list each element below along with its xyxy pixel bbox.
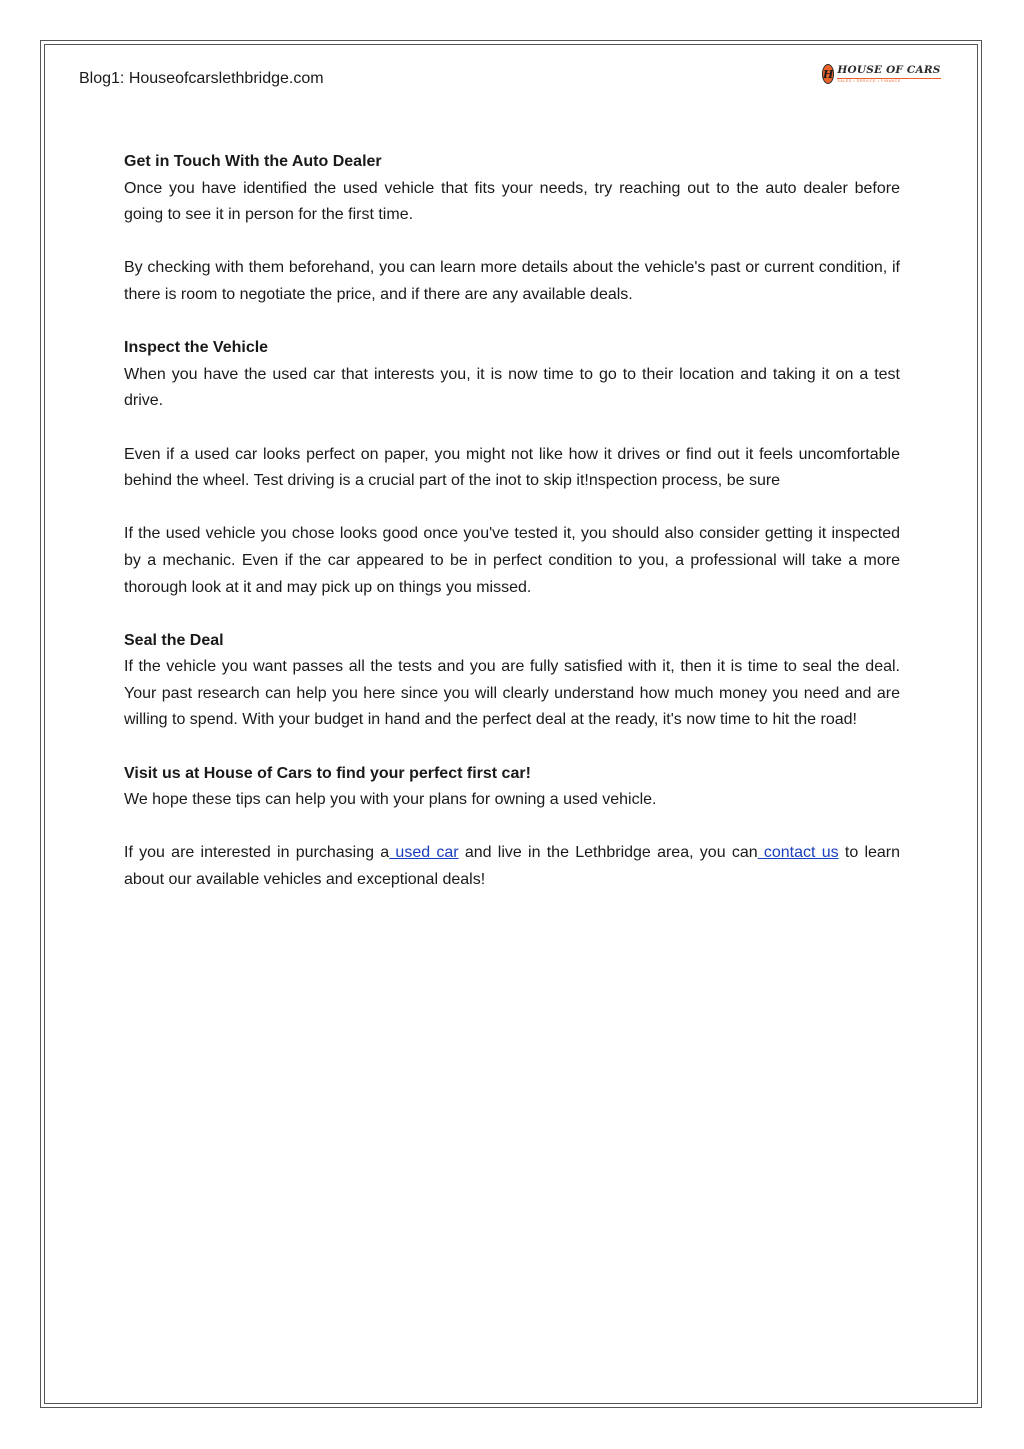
visit-text-part2: and live in the Lethbridge area, you can	[458, 844, 758, 862]
paragraph-visit-1: We hope these tips can help you with your plans for owning a used vehicle.	[124, 791, 657, 809]
section-heading-visit-us: Visit us at House of Cars to find your perfect first car!	[124, 764, 531, 782]
logo-name: HOUSE OF CARS	[837, 64, 941, 76]
article-body	[124, 149, 900, 920]
section-heading-get-in-touch: Get in Touch With the Auto Dealer	[124, 153, 382, 170]
logo-tagline: SALES • SERVICE • FINANCE	[837, 78, 940, 84]
paragraph-touch-2: By checking with them beforehand, you can learn more details about the vehicle's past or current condition, if there is room to negotiate the price, and if there are any available deals.	[124, 259, 900, 303]
visit-text-part3: to learn about our available vehicles and exceptional deals!	[124, 844, 901, 889]
contact-us-link[interactable]: contact us	[757, 844, 839, 862]
section-seal-heading-wrap	[124, 628, 900, 655]
header-title: Blog1: Houseofcarslethbridge.com	[79, 70, 324, 87]
section-heading-inspect-vehicle: Inspect the Vehicle	[124, 339, 269, 357]
visit-text-part1: If you are interested in purchasing a	[124, 844, 390, 862]
section-inspect-heading-wrap	[124, 335, 900, 362]
section-visit-heading-wrap	[124, 761, 900, 788]
paragraph-inspect-2: Even if a used car looks perfect on paper, you might not like how it drives or find out it feels uncomfortable behind the wheel. Test driving is a crucial part of the inot to skip it!nspection process, be sure	[124, 445, 900, 490]
paragraph-seal-1: If the vehicle you want passes all the tests and you are fully satisfied with it, then it is time to seal the deal. Your past research can help you here since you will clearly understand how much money you need and are willing to spend. With your budget in hand and the perfect deal at the ready, it's now time to hit the road!	[124, 658, 900, 729]
paragraph-inspect-1: When you have the used car that interests you, it is now time to go to their location and taking it on a test drive.	[124, 365, 900, 410]
paragraph-touch-1: Once you have identified the used vehicle that fits your needs, try reaching out to the auto dealer before going to see it in person for the first time.	[124, 179, 900, 224]
section-touch-heading-wrap	[124, 149, 900, 176]
paragraph-visit-2	[124, 840, 900, 893]
logo-text	[837, 65, 940, 83]
house-of-cars-logo	[822, 62, 941, 86]
section-heading-seal-deal: Seal the Deal	[124, 631, 224, 649]
paragraph-inspect-3: If the used vehicle you chose looks good once you've tested it, you should also consider getting it inspected by a mechanic. Even if the car appeared to be in perfect condition to you, a professional will take a more thorough look at it and may pick up on things you missed.	[124, 525, 900, 596]
logo-badge-icon: H	[822, 64, 834, 84]
used-car-link[interactable]: used car	[389, 844, 459, 862]
